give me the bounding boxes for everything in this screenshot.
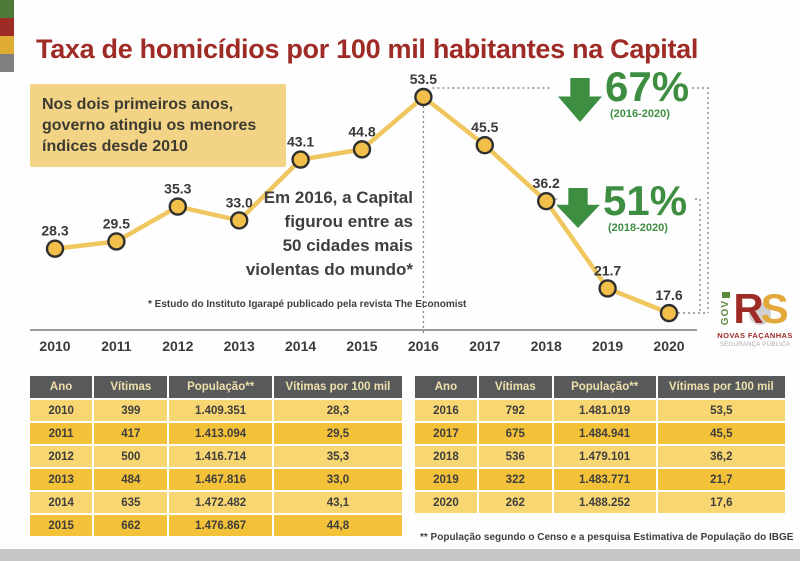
table-cell: 43,1 xyxy=(274,492,402,513)
point-label-2011: 29.5 xyxy=(102,215,131,232)
data-point-2014 xyxy=(293,152,309,168)
table-cell: 35,3 xyxy=(274,446,402,467)
brand-color-block xyxy=(0,36,14,54)
table-cell: 662 xyxy=(94,515,167,536)
table-cell: 33,0 xyxy=(274,469,402,490)
logo-letter-r: R xyxy=(733,285,764,333)
brand-color-block xyxy=(0,0,14,18)
down-arrow-icon xyxy=(556,188,600,228)
annotation-line: 50 cidades mais xyxy=(282,236,413,256)
column-header: Ano xyxy=(415,376,477,398)
logo-subtitle: SEGURANÇA PÚBLICA xyxy=(719,342,791,348)
table-row xyxy=(415,469,785,490)
table-header-row xyxy=(30,376,402,398)
table-cell: 1.413.094 xyxy=(169,423,271,444)
point-label-2018: 36.2 xyxy=(532,175,560,192)
population-footnote: ** População segundo o Censo e a pesquisa Estimativa de População do IBGE xyxy=(420,532,794,543)
annotation-line: Em 2016, a Capital xyxy=(263,188,413,207)
decline-callout-2016-2020 xyxy=(558,63,690,122)
column-header: Vítimas xyxy=(94,376,167,398)
table-row xyxy=(415,423,785,444)
x-tick-2014: 2014 xyxy=(285,338,317,354)
table-cell: 28,3 xyxy=(274,400,402,421)
data-point-2015 xyxy=(354,141,370,157)
table-cell: 1.483.771 xyxy=(554,469,656,490)
table-cell: 322 xyxy=(479,469,552,490)
point-label-2020: 17.6 xyxy=(655,287,683,304)
chart-footnote: * Estudo do Instituto Igarapé publicado pela revista The Economist xyxy=(148,299,467,310)
data-point-2011 xyxy=(108,233,124,249)
table-row xyxy=(30,469,402,490)
table-cell: 536 xyxy=(479,446,552,467)
table-cell: 17,6 xyxy=(658,492,785,513)
page-title: Taxa de homicídios por 100 mil habitantes na Capital xyxy=(36,34,699,65)
decline-range: (2018-2020) xyxy=(608,222,668,234)
table-row xyxy=(415,400,785,421)
point-label-2019: 21.7 xyxy=(593,262,622,279)
table-cell: 635 xyxy=(94,492,167,513)
brand-color-block xyxy=(0,18,14,36)
table-cell: 1.467.816 xyxy=(169,469,271,490)
table-cell: 500 xyxy=(94,446,167,467)
x-tick-2018: 2018 xyxy=(530,338,562,354)
data-point-2018 xyxy=(538,193,554,209)
data-point-2019 xyxy=(600,280,616,296)
table-cell: 29,5 xyxy=(274,423,402,444)
x-tick-2019: 2019 xyxy=(592,338,624,354)
x-tick-2020: 2020 xyxy=(653,338,685,354)
table-cell: 2020 xyxy=(415,492,477,513)
table-cell: 1.476.867 xyxy=(169,515,271,536)
data-point-2010 xyxy=(47,241,63,257)
table-cell: 2017 xyxy=(415,423,477,444)
table-cell: 484 xyxy=(94,469,167,490)
table-row xyxy=(30,492,402,513)
table-cell: 45,5 xyxy=(658,423,785,444)
table-cell: 36,2 xyxy=(658,446,785,467)
data-point-2017 xyxy=(477,137,493,153)
table-cell: 21,7 xyxy=(658,469,785,490)
column-header: População** xyxy=(169,376,271,398)
gov-vertical-text: GOV xyxy=(720,299,732,325)
table-cell: 1.416.714 xyxy=(169,446,271,467)
x-tick-2013: 2013 xyxy=(223,338,255,354)
table-cell: 1.479.101 xyxy=(554,446,656,467)
x-tick-2015: 2015 xyxy=(346,338,378,354)
column-header: Ano xyxy=(30,376,92,398)
annotation-line: figurou entre as xyxy=(284,212,413,232)
table-cell: 2014 xyxy=(30,492,92,513)
point-label-2010: 28.3 xyxy=(41,222,69,239)
table-cell: 1.409.351 xyxy=(169,400,271,421)
bracket-51-right-dash xyxy=(695,199,700,313)
x-tick-2017: 2017 xyxy=(469,338,501,354)
table-cell: 2010 xyxy=(30,400,92,421)
table-cell: 675 xyxy=(479,423,552,444)
table-cell: 2018 xyxy=(415,446,477,467)
table-cell: 2016 xyxy=(415,400,477,421)
table-row xyxy=(30,400,402,421)
x-tick-2012: 2012 xyxy=(162,338,194,354)
data-point-2012 xyxy=(170,199,186,215)
decline-range: (2016-2020) xyxy=(610,108,670,120)
table-cell: 417 xyxy=(94,423,167,444)
table-row xyxy=(415,446,785,467)
gov-rs-logo xyxy=(712,282,798,348)
brand-color-strip xyxy=(0,0,14,72)
info-box-line: governo atingiu os menores xyxy=(42,117,257,135)
table-cell: 1.472.482 xyxy=(169,492,271,513)
column-header: Vítimas xyxy=(479,376,552,398)
point-label-2014: 43.1 xyxy=(286,133,315,150)
table-cell: 2019 xyxy=(415,469,477,490)
logo-slogan: NOVAS FAÇANHAS xyxy=(717,331,793,340)
table-cell: 1.481.019 xyxy=(554,400,656,421)
brand-color-block xyxy=(0,54,14,72)
table-row xyxy=(415,492,785,513)
rs-monogram xyxy=(733,285,789,333)
decline-percent: 51% xyxy=(603,177,688,224)
table-cell: 399 xyxy=(94,400,167,421)
table-row xyxy=(30,423,402,444)
x-tick-2016: 2016 xyxy=(407,338,439,354)
table-cell: 2012 xyxy=(30,446,92,467)
table-cell: 792 xyxy=(479,400,552,421)
stats-table-2010-2015 xyxy=(28,374,404,538)
table-cell: 44,8 xyxy=(274,515,402,536)
table-cell: 1.488.252 xyxy=(554,492,656,513)
point-label-2012: 35.3 xyxy=(164,180,192,197)
column-header: População** xyxy=(554,376,656,398)
x-tick-2010: 2010 xyxy=(39,338,71,354)
decline-percent: 67% xyxy=(605,63,690,110)
point-label-2013: 33.0 xyxy=(225,194,253,211)
highlight-info-box xyxy=(30,84,286,167)
violent-cities-annotation xyxy=(208,186,413,283)
column-header: Vítimas por 100 mil xyxy=(274,376,402,398)
table-cell: 2011 xyxy=(30,423,92,444)
point-label-2017: 45.5 xyxy=(471,119,499,136)
table-cell: 1.484.941 xyxy=(554,423,656,444)
down-arrow-icon xyxy=(558,78,602,122)
table-row xyxy=(30,515,402,536)
stats-table-2016-2020 xyxy=(413,374,787,515)
data-point-2020 xyxy=(661,305,677,321)
data-point-2016 xyxy=(415,89,431,105)
column-header: Vítimas por 100 mil xyxy=(658,376,785,398)
logo-letter-s: S xyxy=(760,285,789,333)
point-label-2016: 53.5 xyxy=(409,71,438,87)
table-row xyxy=(30,446,402,467)
table-cell: 2015 xyxy=(30,515,92,536)
table-cell: 262 xyxy=(479,492,552,513)
table-header-row xyxy=(415,376,785,398)
decline-callout-2018-2020 xyxy=(556,177,688,234)
table-cell: 2013 xyxy=(30,469,92,490)
info-box-line: índices desde 2010 xyxy=(42,138,188,156)
x-tick-2011: 2011 xyxy=(101,338,132,354)
annotation-line: violentas do mundo* xyxy=(245,260,413,280)
table-cell: 53,5 xyxy=(658,400,785,421)
info-box-line: Nos dois primeiros anos, xyxy=(42,96,234,113)
bottom-gray-strip xyxy=(0,549,800,561)
gov-flag-icon xyxy=(722,292,730,298)
point-label-2015: 44.8 xyxy=(348,123,376,140)
